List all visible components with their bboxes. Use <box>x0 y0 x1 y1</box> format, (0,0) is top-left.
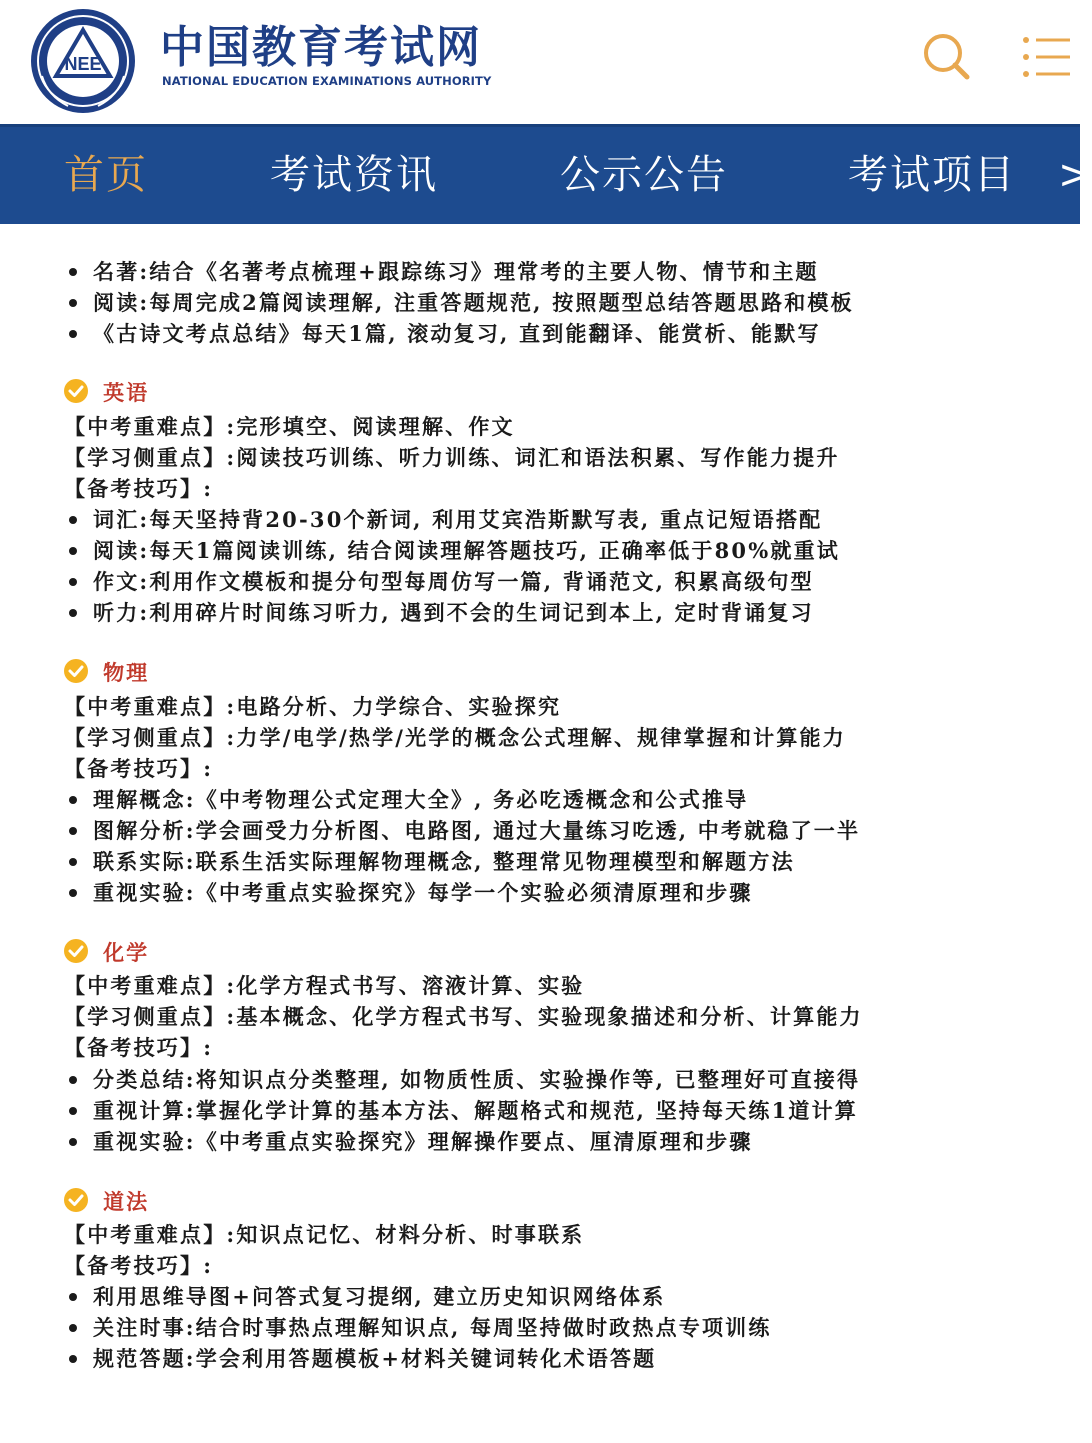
site-subtitle: NATIONAL EDUCATION EXAMINATIONS AUTHORITY <box>162 74 492 88</box>
section-heading-chemistry <box>64 936 149 970</box>
section-heading-physics <box>64 656 149 690</box>
check-icon <box>64 659 88 683</box>
list-item: 重视实验:《中考重点实验探究》每学一个实验必须清原理和步骤 <box>64 877 753 908</box>
focus-text: 【中考重难点】:完形填空、阅读理解、作文 <box>64 414 515 439</box>
list-item: 作文:利用作文模板和提分句型每周仿写一篇, 背诵范文, 积累高级句型 <box>64 566 814 597</box>
nav-announcements[interactable]: 公示公告 <box>560 152 728 198</box>
search-icon[interactable] <box>920 30 972 82</box>
tips-label: 【备考技巧】: <box>64 1253 214 1278</box>
nav-exam-projects[interactable]: 考试项目 <box>848 152 1016 198</box>
list-item: 重视计算:掌握化学计算的基本方法、解题格式和规范, 坚持每天练1道计算 <box>64 1095 858 1126</box>
section-heading-morality <box>64 1185 149 1219</box>
section-title: 英语 <box>103 380 150 405</box>
list-item: 理解概念:《中考物理公式定理大全》, 务必吃透概念和公式推导 <box>64 784 748 815</box>
focus-text: 【中考重难点】:电路分析、力学综合、实验探究 <box>64 694 562 719</box>
study-text: 【学习侧重点】:力学/电学/热学/光学的概念公式理解、规律掌握和计算能力 <box>64 725 846 750</box>
section-heading-english <box>64 376 149 410</box>
site-header <box>0 0 1080 124</box>
focus-text: 【中考重难点】:化学方程式书写、溶液计算、实验 <box>64 973 585 998</box>
list-item: 规范答题:学会利用答题模板+材料关键词转化术语答题 <box>64 1343 656 1374</box>
menu-icon[interactable] <box>1022 34 1072 80</box>
nee-logo-icon[interactable] <box>28 6 138 116</box>
list-item: 《古诗文考点总结》每天1篇, 滚动复习, 直到能翻译、能赏析、能默写 <box>64 318 821 349</box>
nav-home[interactable]: 首页 <box>64 152 148 198</box>
check-icon <box>64 379 88 403</box>
study-text: 【学习侧重点】:基本概念、化学方程式书写、实验现象描述和分析、计算能力 <box>64 1004 863 1029</box>
list-item: 听力:利用碎片时间练习听力, 遇到不会的生词记到本上, 定时背诵复习 <box>64 597 814 628</box>
logo-text: NEE <box>64 54 102 74</box>
list-item: 分类总结:将知识点分类整理, 如物质性质、实验操作等, 已整理好可直接得 <box>64 1064 860 1095</box>
tips-label: 【备考技巧】: <box>64 1035 214 1060</box>
tips-label: 【备考技巧】: <box>64 476 214 501</box>
section-title: 化学 <box>103 940 150 965</box>
check-icon <box>64 939 88 963</box>
list-item: 关注时事:结合时事热点理解知识点, 每周坚持做时政热点专项训练 <box>64 1312 772 1343</box>
list-item: 图解分析:学会画受力分析图、电路图, 通过大量练习吃透, 中考就稳了一半 <box>64 815 860 846</box>
list-item: 名著:结合《名著考点梳理+跟踪练习》理常考的主要人物、情节和主题 <box>64 256 819 287</box>
list-item: 重视实验:《中考重点实验探究》理解操作要点、厘清原理和步骤 <box>64 1126 753 1157</box>
focus-text: 【中考重难点】:知识点记忆、材料分析、时事联系 <box>64 1222 585 1247</box>
list-item: 阅读:每天1篇阅读训练, 结合阅读理解答题技巧, 正确率低于80%就重试 <box>64 535 840 566</box>
list-item: 联系实际:联系生活实际理解物理概念, 整理常见物理模型和解题方法 <box>64 846 795 877</box>
section-title: 物理 <box>103 660 150 685</box>
list-item: 阅读:每周完成2篇阅读理解, 注重答题规范, 按照题型总结答题思路和模板 <box>64 287 854 318</box>
nav-more-arrow[interactable]: > <box>1058 152 1092 198</box>
tips-label: 【备考技巧】: <box>64 756 214 781</box>
main-nav <box>0 124 1092 224</box>
study-text: 【学习侧重点】:阅读技巧训练、听力训练、词汇和语法积累、写作能力提升 <box>64 445 840 470</box>
list-item: 利用思维导图+问答式复习提纲, 建立历史知识网络体系 <box>64 1281 665 1312</box>
section-title: 道法 <box>103 1189 150 1214</box>
list-item: 词汇:每天坚持背20-30个新词, 利用艾宾浩斯默写表, 重点记短语搭配 <box>64 504 822 535</box>
nav-exam-news[interactable]: 考试资讯 <box>270 152 438 198</box>
check-icon <box>64 1188 88 1212</box>
site-title[interactable]: 中国教育考试网 <box>160 22 482 73</box>
